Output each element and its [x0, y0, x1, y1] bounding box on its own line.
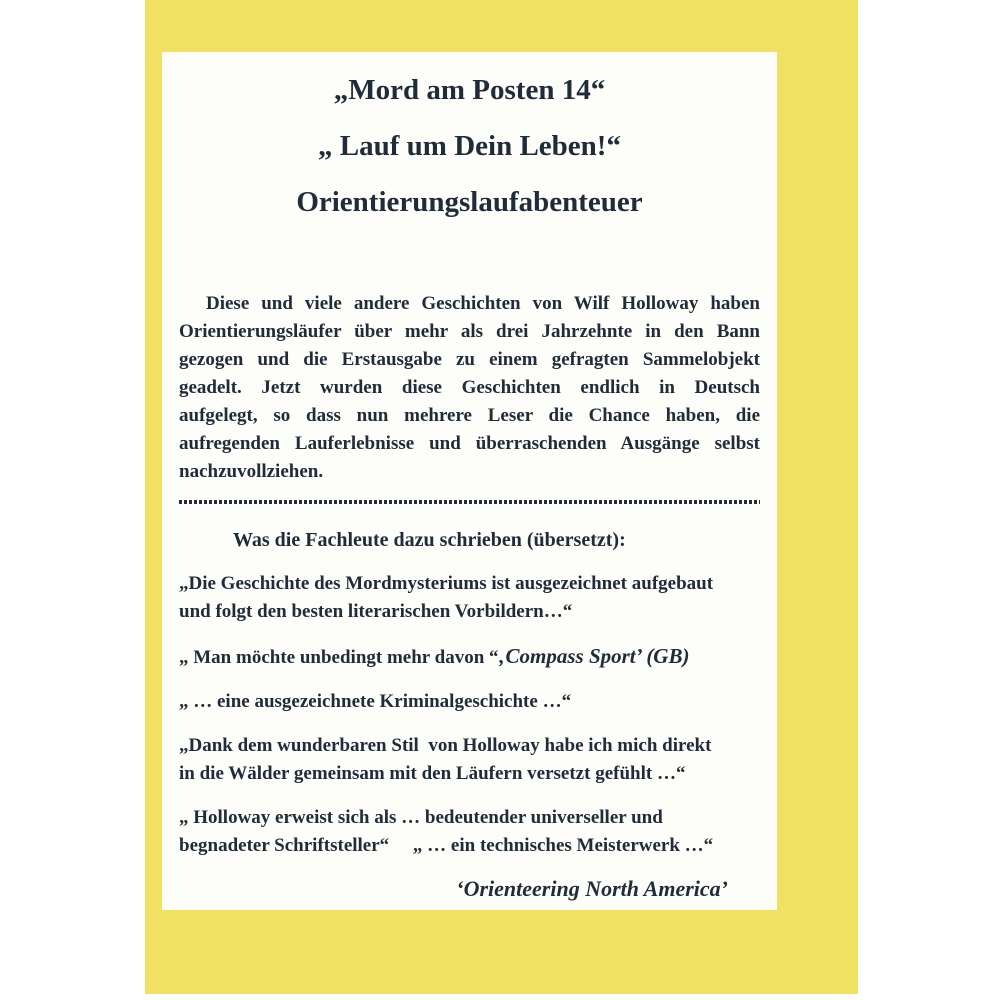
intro-line: Diese und viele andere Geschichten von Wilf Holloway haben: [206, 293, 760, 314]
book-title-german: „Mord am Posten 14“: [333, 74, 606, 106]
review-quote: [179, 688, 760, 716]
book-title-second: „ Lauf um Dein Leben!“: [318, 130, 621, 162]
book-subtitle: Orientierungslaufabenteuer: [296, 186, 643, 218]
book-back-cover: [145, 0, 858, 994]
quote-line: begnadeter Schriftsteller“ „ … ein technisches Meisterwerk …“: [179, 835, 714, 856]
quote-line: „ … eine ausgezeichnete Kriminalgeschichte …“: [179, 691, 572, 712]
intro-line: nachzuvollziehen.: [179, 461, 324, 482]
quote-line: „ Holloway erweist sich als … bedeutender universeller und: [179, 807, 663, 828]
dotted-divider: [179, 500, 760, 504]
quote-line: und folgt den besten literarischen Vorbildern…“: [179, 601, 573, 622]
intro-line: Orientierungsläufer über mehr als drei Jahrzehnte in den Bann: [179, 321, 760, 342]
review-attribution: ‘Orienteering North America’: [456, 876, 728, 901]
quote-text: „ Man möchte unbedingt mehr davon “: [179, 647, 499, 668]
quote-source: ‚Compass Sport’ (GB): [498, 644, 690, 668]
quote-line: in die Wälder gemeinsam mit den Läufern versetzt gefühlt …“: [179, 763, 686, 784]
intro-line: gezogen und die Erstausgabe zu einem gefragten Sammelobjekt: [179, 349, 760, 370]
text-panel: [162, 52, 777, 910]
reviews-heading: Was die Fachleute dazu schrieben (übersetzt):: [233, 529, 626, 551]
review-quote: [179, 642, 760, 672]
quote-line: „Dank dem wunderbaren Stil von Holloway habe ich mich direkt: [179, 735, 712, 756]
review-quote: [179, 570, 760, 626]
review-quote: [179, 804, 760, 860]
review-quote: [179, 732, 760, 788]
intro-line: aufregenden Lauferlebnisse und überraschenden Ausgänge selbst: [179, 433, 760, 454]
intro-line: aufgelegt, so dass nun mehrere Leser die Chance haben, die: [179, 405, 760, 426]
intro-paragraph: [179, 290, 760, 486]
intro-line: geadelt. Jetzt wurden diese Geschichten endlich in Deutsch: [179, 377, 760, 398]
quote-line: „Die Geschichte des Mordmysteriums ist ausgezeichnet aufgebaut: [179, 573, 714, 594]
